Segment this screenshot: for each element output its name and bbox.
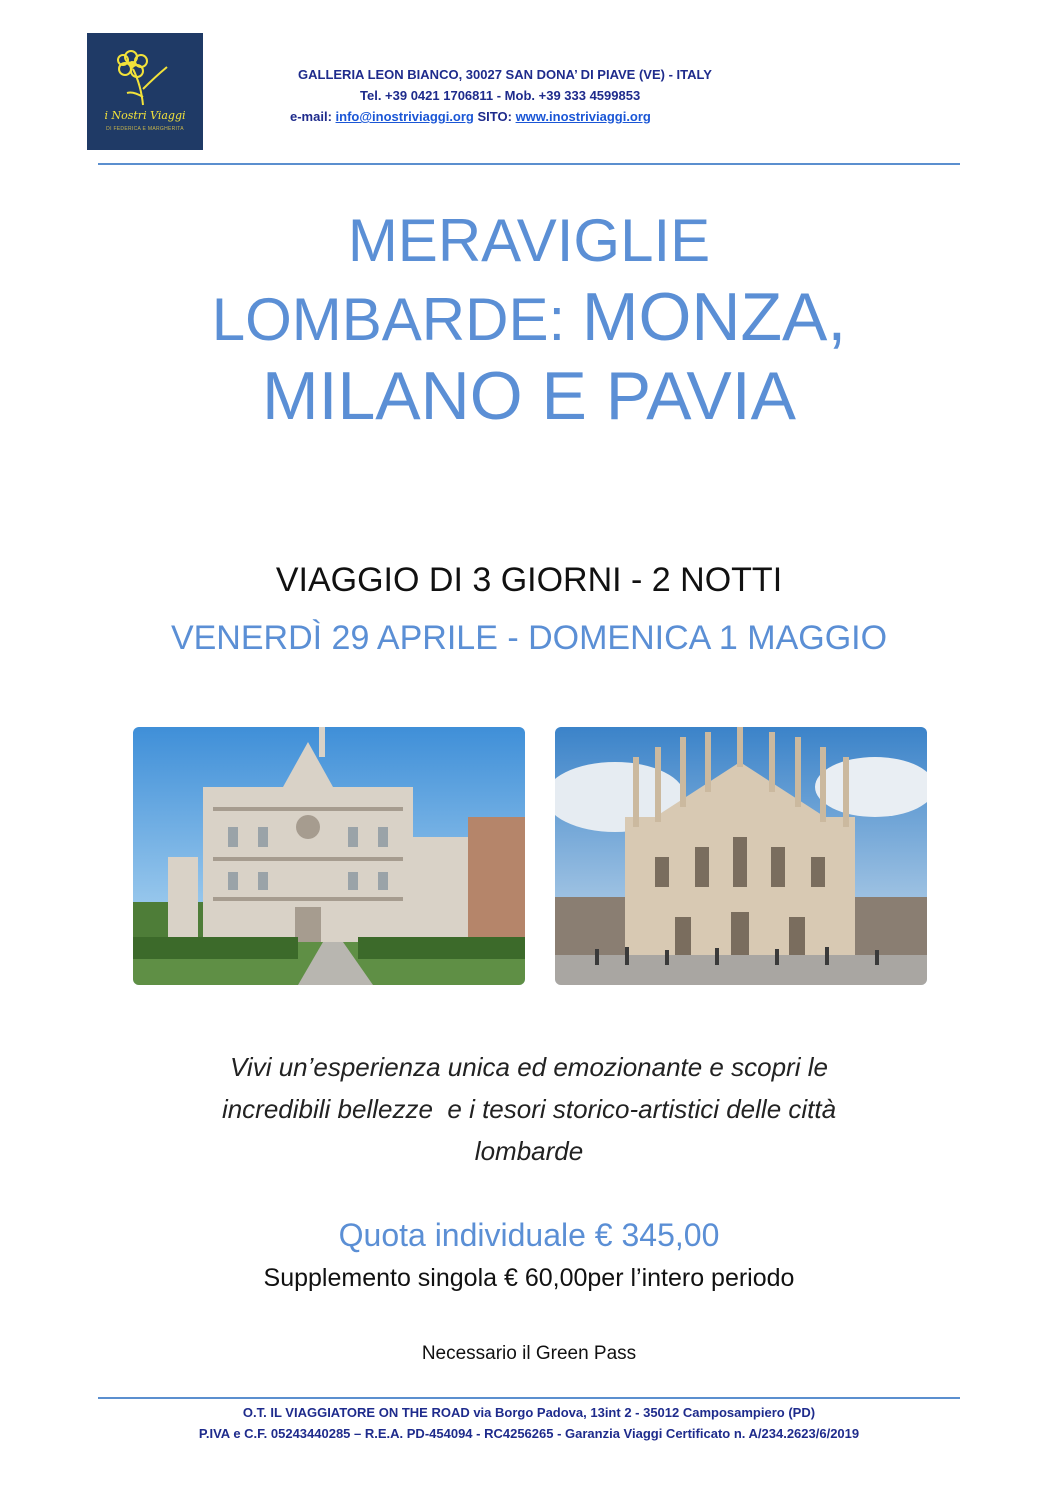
- footer: [0, 1402, 1058, 1444]
- trip-dates: VENERDÌ 29 APRILE - DOMENICA 1 MAGGIO: [170, 619, 888, 657]
- email-label: e-mail:: [290, 109, 332, 124]
- trip-duration: VIAGGIO DI 3 GIORNI - 2 NOTTI: [275, 561, 783, 599]
- price: Quota individuale € 345,00: [338, 1217, 720, 1253]
- contact-block: [290, 64, 770, 127]
- intro-text: [110, 1046, 948, 1172]
- logo-name: i Nostri Viaggi: [104, 109, 186, 122]
- photo-duomo-milano: [555, 727, 927, 985]
- green-pass-note: Necessario il Green Pass: [421, 1343, 637, 1364]
- agency-address: GALLERIA LEON BIANCO, 30027 SAN DONA’ DI PIAVE (VE) - ITALY: [298, 67, 712, 82]
- logo-tagline: DI FEDERICA E MARGHERITA: [106, 126, 184, 132]
- email-link[interactable]: info@inostriviaggi.org: [335, 109, 474, 124]
- title-line-3: MILANO E PAVIA: [261, 358, 797, 434]
- intro-line-1: Vivi un’esperienza unica ed emozionante e scopri le: [230, 1052, 828, 1082]
- photo-certosa-pavia: [133, 727, 525, 985]
- intro-line-3: lombarde: [474, 1136, 584, 1166]
- logo: [87, 33, 203, 150]
- contact-links: [290, 106, 770, 127]
- title-line-1: MERAVIGLIE: [347, 207, 711, 274]
- title-line-2a: LOMBARDE:: [211, 286, 566, 353]
- page-title: [100, 202, 958, 435]
- header-divider: [98, 163, 960, 165]
- footer-line-2: P.IVA e C.F. 05243440285 – R.E.A. PD-454094 - RC4256265 - Garanzia Viaggi Certificato n. A/234.2623/6/2019: [198, 1426, 860, 1441]
- site-label: SITO:: [477, 109, 512, 124]
- flower-icon: [115, 47, 175, 109]
- agency-phones: Tel. +39 0421 1706811 - Mob. +39 333 4599853: [360, 88, 641, 103]
- site-link[interactable]: www.inostriviaggi.org: [515, 109, 651, 124]
- intro-line-2: incredibili bellezze e i tesori storico-artistici delle città: [221, 1094, 837, 1124]
- single-supplement: Supplemento singola € 60,00per l’intero periodo: [263, 1264, 795, 1292]
- title-line-2b: MONZA,: [581, 279, 847, 355]
- footer-line-1: O.T. IL VIAGGIATORE ON THE ROAD via Borgo Padova, 13int 2 - 35012 Camposampiero (PD): [242, 1405, 816, 1420]
- title-line-2: [100, 279, 958, 358]
- footer-divider: [98, 1397, 960, 1399]
